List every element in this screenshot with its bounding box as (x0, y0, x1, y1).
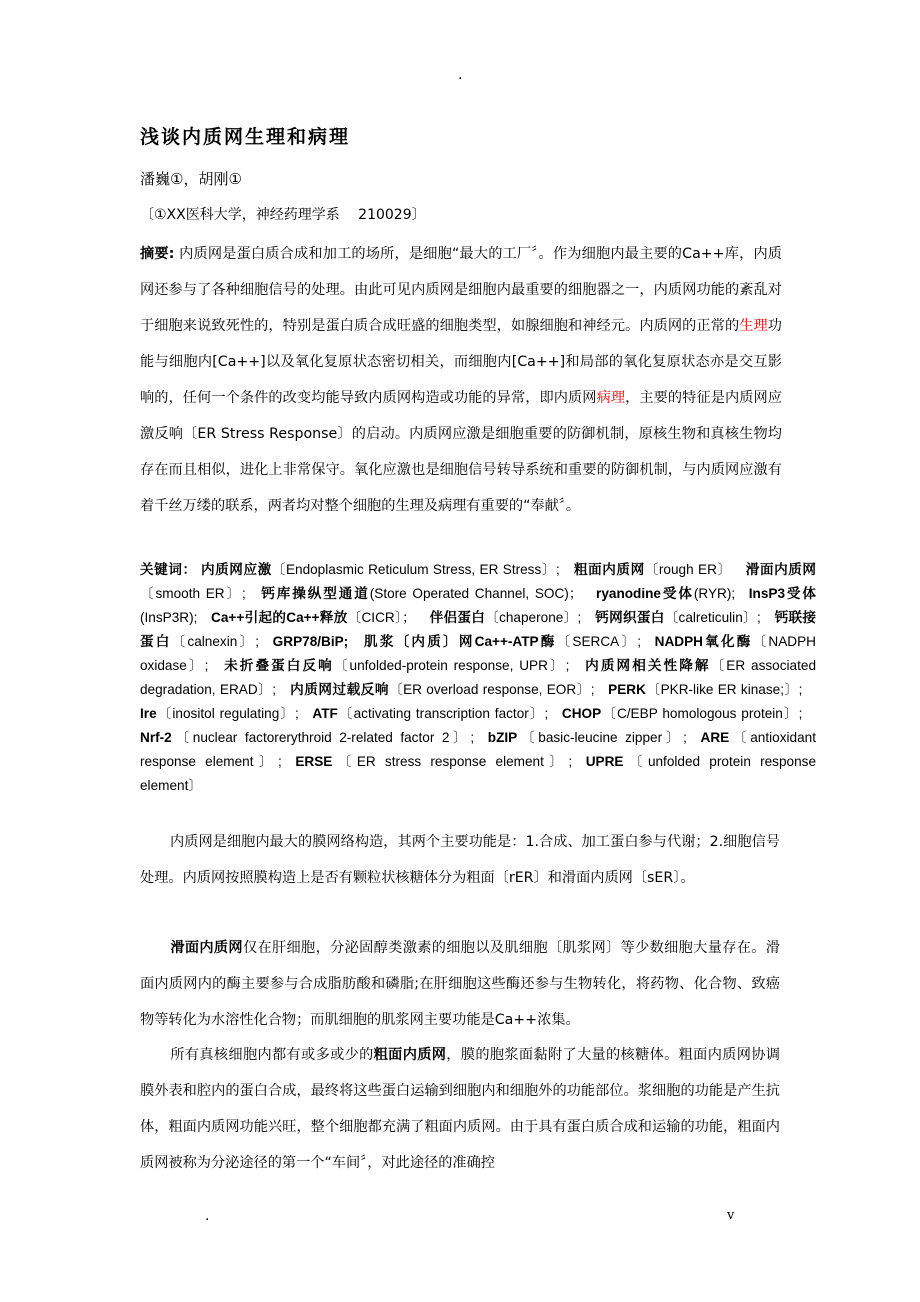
keyword-term: 钙库操纵型通道 (259, 586, 370, 601)
paragraph-3 (140, 1037, 780, 1181)
abstract-label: 摘要: (140, 246, 175, 262)
keyword-term: Ca++引起的Ca++释放 (211, 610, 348, 625)
keyword-term: GRP78/BiP; (272, 634, 349, 649)
keyword-term: 内质网过载反响 (289, 682, 389, 697)
keyword-desc: 〔ER associated degradation, ERAD〕; (140, 658, 817, 697)
keyword-desc: 〔inositol regulating〕; (156, 706, 299, 721)
keyword-term: 肌浆〔内质〕网Ca++-ATP酶 (361, 634, 557, 649)
keyword-term: ERSE (295, 754, 333, 769)
article-title: 浅谈内质网生理和病理 (140, 126, 351, 148)
keyword-desc: 〔rough ER〕 (644, 562, 732, 577)
keyword-desc: 〔smooth ER〕; (140, 586, 246, 601)
keywords-label: 关键词： (140, 562, 197, 577)
abstract-highlight-pathology: 病理 (596, 390, 626, 406)
paragraph-1 (140, 824, 780, 896)
abstract (140, 236, 782, 524)
keyword-term: 钙联接蛋白 (140, 610, 817, 649)
keyword-desc: 〔unfolded-protein response, UPR〕; (333, 658, 570, 673)
keyword-term: Nrf-2 (140, 730, 172, 745)
keyword-desc: 〔ER stress response element〕; (332, 754, 573, 769)
keyword-term: PERK (608, 682, 646, 697)
keyword-term: UPRE (585, 754, 624, 769)
paragraph-1-text: 内质网是细胞内最大的膜网络构造，其两个主要功能是：1.合成、加工蛋白参与代谢；2.细胞信号处理。内质网按照膜构造上是否有颗粒状核糖体分为粗面〔rER〕和滑面内质网〔sER〕。 (140, 834, 780, 886)
keyword-desc: 〔CICR〕； (347, 610, 416, 625)
keyword-term: 内质网应激 (200, 562, 272, 577)
keyword-desc: 〔SERCA〕; (556, 634, 642, 649)
keyword-desc: 〔Endoplasmic Reticulum Stress, ER Stress〕; (271, 562, 560, 577)
keyword-desc: 〔antioxidant response element〕; (140, 730, 816, 769)
abstract-highlight-physiology: 生理 (739, 318, 768, 334)
paragraph-2-text: 仅在肝细胞，分泌固醇类激素的细胞以及肌细胞〔肌浆网〕等少数细胞大量存在。滑面内质网内的酶主要参与合成脂肪酸和磷脂;在肝细胞这些酶还参与生物转化，将药物、化合物、致癌物等转化为水溶性化合物；而肌细胞的肌浆网主要功能是Ca++浓集。 (140, 940, 780, 1028)
keyword-desc: (RYR); (693, 586, 736, 601)
footer-dot: . (205, 1208, 210, 1224)
keyword-desc: 〔chaperone〕; (485, 610, 582, 625)
footer-mark: v (727, 1208, 735, 1223)
keyword-desc: 〔unfolded protein response element〕 (140, 754, 817, 793)
keyword-term: CHOP (561, 706, 602, 721)
keyword-desc: 〔PKR-like ER kinase;〕; (645, 682, 803, 697)
keyword-desc: 〔ER overload response, EOR〕; (388, 682, 595, 697)
keyword-desc: 〔calreticulin〕; (664, 610, 761, 625)
keyword-desc: 〔activating transcription factor〕; (337, 706, 549, 721)
abstract-text-3: ，主要的特征是内质网应激反响〔ER Stress Response〕的启动。内质网应激是细胞重要的防御机制，原核生物和真核生物均存在而且相似，进化上非常保守。氧化应激也是细胞信号转导系统和重要的防御机制，与内质网应激有着千丝万缕的联系，两者均对整个细胞的生理及病理有重要的“奉献〞。 (140, 390, 782, 514)
keyword-term: NADPH氧化酶 (654, 634, 753, 649)
keyword-term: 滑面内质网 (745, 562, 817, 577)
keyword-desc: 〔C/EBP homologous protein〕; (601, 706, 803, 721)
keyword-term: bZIP (487, 730, 518, 745)
article-authors: 潘巍①，胡刚① (140, 170, 242, 188)
keyword-term: 未折叠蛋白反响 (222, 658, 334, 673)
keyword-term: Ire (140, 706, 157, 721)
keyword-term: ryanodine受体 (596, 586, 694, 601)
keyword-desc: (InsP3R); (140, 610, 198, 625)
header-dot: . (458, 67, 463, 83)
keyword-term: 伴侣蛋白 (429, 610, 486, 625)
paragraph-3-text: ，膜的胞浆面黏附了大量的核糖体。粗面内质网协调膜外表和腔内的蛋白合成，最终将这些蛋白运输到细胞内和细胞外的功能部位。浆细胞的功能是产生抗体，粗面内质网功能兴旺，整个细胞都充满了粗面内质网。由于具有蛋白质合成和运输的功能，粗面内质网被称为分泌途径的第一个“车间〞，对此途径的准确控 (140, 1047, 780, 1171)
keyword-desc: (Store Operated Channel, SOC)； (369, 586, 583, 601)
rough-er-label: 粗面内质网 (373, 1047, 447, 1063)
keyword-term: InsP3受体 (748, 586, 817, 601)
paragraph-2 (140, 930, 780, 1038)
keyword-term: 内质网相关性降解 (583, 658, 711, 673)
article-affiliation: 〔①XX医科大学，神经药理学系 210029〕 (140, 207, 426, 223)
keyword-desc: 〔nuclear factorerythroid 2-related factor 2〕; (171, 730, 475, 745)
abstract-text-2: 功能与细胞内[Ca++]以及氧化复原状态密切相关，而细胞内[Ca++]和局部的氧化复原状态亦是交互影响的，任何一个条件的改变均能导致内质网构造或功能的异常，即内质网 (140, 318, 782, 406)
keywords (140, 558, 816, 798)
keyword-desc: 〔NADPH oxidase〕; (140, 634, 816, 673)
smooth-er-label: 滑面内质网 (170, 940, 243, 956)
paragraph-3-pre: 所有真核细胞内都有或多或少的 (170, 1047, 374, 1063)
keyword-term: ARE (700, 730, 730, 745)
keyword-term: 钙网织蛋白 (594, 610, 665, 625)
keyword-desc: 〔basic-leucine zipper〕; (517, 730, 687, 745)
keyword-term: ATF (312, 706, 338, 721)
keyword-desc: 〔calnexin〕; (171, 634, 260, 649)
abstract-text-1: 内质网是蛋白质合成和加工的场所，是细胞“最大的工厂〞。作为细胞内最主要的Ca++库，内质网还参与了各种细胞信号的处理。由此可见内质网是细胞内最重要的细胞器之一，内质网功能的紊乱对于细胞来说致死性的，特别是蛋白质合成旺盛的细胞类型，如腺细胞和神经元。内质网的正常的 (140, 246, 782, 334)
keyword-term: 粗面内质网 (573, 562, 645, 577)
